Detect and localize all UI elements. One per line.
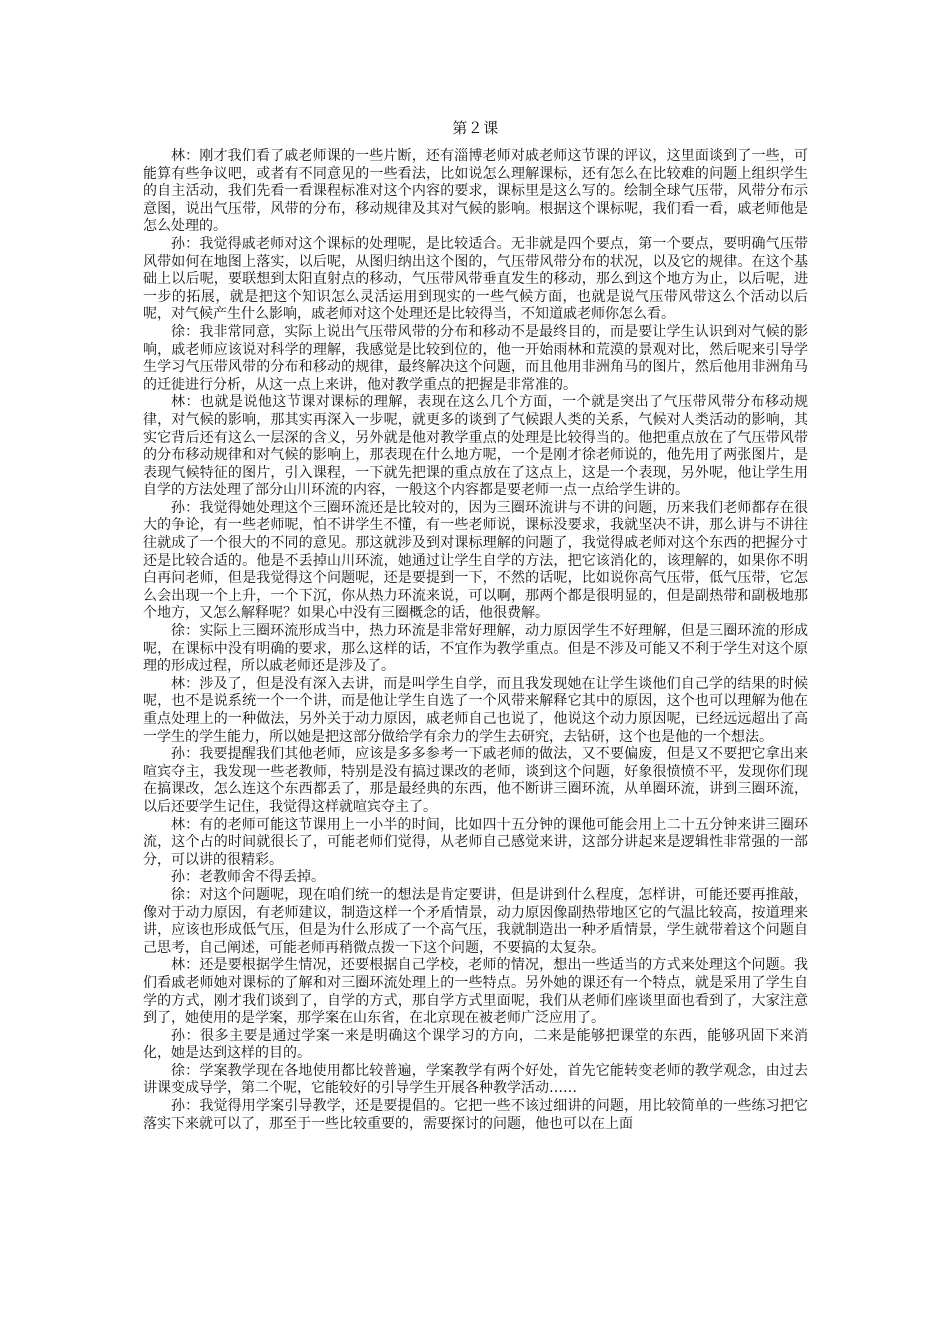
paragraph: 林：涉及了，但是没有深入去讲，而是叫学生自学，而且我发现她在让学生谈他们自己学的结果的时候呢，也不是说系统一个一个讲，而是他让学生自选了一个风带来解释它其中的原因，这个也可以理解为他在重点处理上的一种做法，另外关于动力原因，戚老师自己也说了，他说这个动力原因呢，已经远远超出了高一学生的学生能力，所以她是把这部分做给学有余力的学生去研究，去钻研，这个也是他的一个想法。 — [143, 675, 808, 745]
document-title: 第２课 — [452, 119, 499, 137]
document-page — [143, 118, 808, 1133]
paragraph: 林：还是要根据学生情况，还要根据自己学校，老师的情况，想出一些适当的方式来处理这个问题。我们看戚老师她对课标的了解和对三圈环流处理上的一些特点。另外她的课还有一个特点，就是采用了学生自学的方式，刚才我们谈到了，自学的方式，那自学方式里面呢，我们从老师们座谈里面也看到了，大家注意到了，她使用的是学案，那学案在山东省，在北京现在被老师广泛应用了。 — [143, 957, 808, 1027]
paragraph: 林：刚才我们看了戚老师课的一些片断，还有淄博老师对戚老师这节课的评议，这里面谈到了一些，可能算有些争议吧，或者有不同意见的一些看法，比如说怎么理解课标，还有怎么在比较难的问题上组织学生的自主活动，我们先看一看课程标准对这个内容的要求，课标里是这么写的。绘制全球气压带，风带分布示意图，说出气压带，风带的分布，移动规律及其对气候的影响。根据这个课标呢，我们看一看，戚老师他是怎么处理的。 — [143, 148, 808, 235]
paragraph: 徐：对这个问题呢，现在咱们统一的想法是肯定要讲，但是讲到什么程度，怎样讲，可能还要再推敲，像对于动力原因，有老师建议，制造这样一个矛盾情景，动力原因像副热带地区它的气温比较高，按道理来讲，应该也形成低气压，但是为什么形成了一个高气压，我就制造出一种矛盾情景，学生就带着这个问题自己思考，自己阐述，可能老师再稍微点拨一下这个问题，不要搞的太复杂。 — [143, 886, 808, 956]
paragraph: 徐：学案教学现在各地使用都比较普遍，学案教学有两个好处，首先它能转变老师的教学观念，由过去讲课变成导学，第二个呢，它能较好的引导学生开展各种教学活动…… — [143, 1062, 808, 1097]
paragraph: 林：有的老师可能这节课用上一小半的时间，比如四十五分钟的课他可能会用上二十五分钟来讲三圈环流，这个占的时间就很长了，可能老师们觉得，从老师自己感觉来讲，这部分讲起来是逻辑性非常强的一部分，可以讲的很精彩。 — [143, 816, 808, 868]
paragraph: 孙：我要提醒我们其他老师，应该是多多参考一下戚老师的做法，又不要偏废，但是又不要把它拿出来喧宾夺主，我发现一些老教师，特别是没有搞过课改的老师，谈到这个问题，好象很愤愤不平，发现你们现在搞课改，怎么连这个东西都丢了，那是最经典的东西，他不断讲三圈环流，从单圈环流，讲到三圈环流，以后还要学生记住，我觉得这样就喧宾夺主了。 — [143, 746, 808, 815]
paragraph: 徐：实际上三圈环流形成当中，热力环流是非常好理解，动力原因学生不好理解，但是三圈环流的形成呢，在课标中没有明确的要求，那么这样的话，不宜作为教学重点。但是不涉及可能又不利于学生对这个原理的形成过程，所以戚老师还是涉及了。 — [143, 623, 808, 675]
paragraph: 孙：很多主要是通过学案一来是明确这个课学习的方向，二来是能够把课堂的东西，能够巩固下来消化，她是达到这样的目的。 — [143, 1027, 808, 1062]
paragraph: 孙：我觉得她处理这个三圈环流还是比较对的，因为三圈环流讲与不讲的问题，历来我们老师都存在很大的争论，有一些老师呢，怕不讲学生不懂，有一些老师说，课标没要求，我就坚决不讲，那么讲与不讲往往就成了一个很大的不同的意见。那这就涉及到对课标理解的问题了，我觉得戚老师对这个东西的把握分寸还是比较合适的。他是不丢掉山川环流，她通过让学生自学的方法，把它该消化的，该理解的，如果你不明白再问老师，但是我觉得这个问题呢，还是要提到一下，不然的话呢，比如说你高气压带，低气压带，它怎么会出现一个上升，一个下沉，你从热力环流来说，可以啊，那两个都是很明显的，但是副热带和副极地那个地方，又怎么解释呢？如果心中没有三圈概念的话，他很费解。 — [143, 499, 808, 622]
paragraph: 徐：我非常同意，实际上说出气压带风带的分布和移动不是最终目的，而是要让学生认识到对气候的影响，戚老师应该说对科学的理解，我感觉是比较到位的，他一开始雨林和荒漠的景观对比，然后呢来引导学生学习气压带风带的分布和移动的规律，最终解决这个问题，而且他用非洲角马的图片，然后他用非洲角马的迁徙进行分析，从这一点上来讲，他对教学重点的把握是非常准的。 — [143, 323, 808, 393]
paragraph: 孙：我觉得用学案引导教学，还是要提倡的。它把一些不该过细讲的问题，用比较简单的一些练习把它落实下来就可以了，那至于一些比较重要的，需要探讨的问题，他也可以在上面 — [143, 1098, 808, 1132]
paragraph: 孙：老教师舍不得丢掉。 — [171, 869, 325, 886]
paragraph: 林：也就是说他这节课对课标的理解，表现在这么几个方面，一个就是突出了气压带风带分布移动规律，对气候的影响，那其实再深入一步呢，就更多的谈到了气候跟人类的关系，气候对人类活动的影响，其实它背后还有这么一层深的含义，另外就是他对教学重点的处理是比较得当的。他把重点放在了气压带风带的分布移动规律和对气候的影响上，那表现在什么地方呢，一个是刚才徐老师说的，他先用了两张图片，是表现气候特征的图片，引入课程，一下就先把课的重点放在了这点上，这是一个表现，另外呢，他让学生用自学的方法处理了部分山川环流的内容，一般这个内容都是要老师一点一点给学生讲的。 — [143, 394, 808, 499]
paragraph: 孙：我觉得戚老师对这个课标的处理呢，是比较适合。无非就是四个要点，第一个要点，要明确气压带风带如何在地图上落实，以后呢，从图归纳出这个图的，气压带风带分布的状况，以及它的规律。在这个基础上以后呢，要联想到太阳直射点的移动，气压带风带垂直发生的移动，那么到这个地方为止，以后呢，进一步的拓展，就是把这个知识怎么灵活运用到现实的一些气候方面，也就是说气压带风带这么个活动以后呢，对气候产生什么影响，戚老师对这个处理还是比较得当，不知道戚老师你怎么看。 — [143, 235, 808, 323]
